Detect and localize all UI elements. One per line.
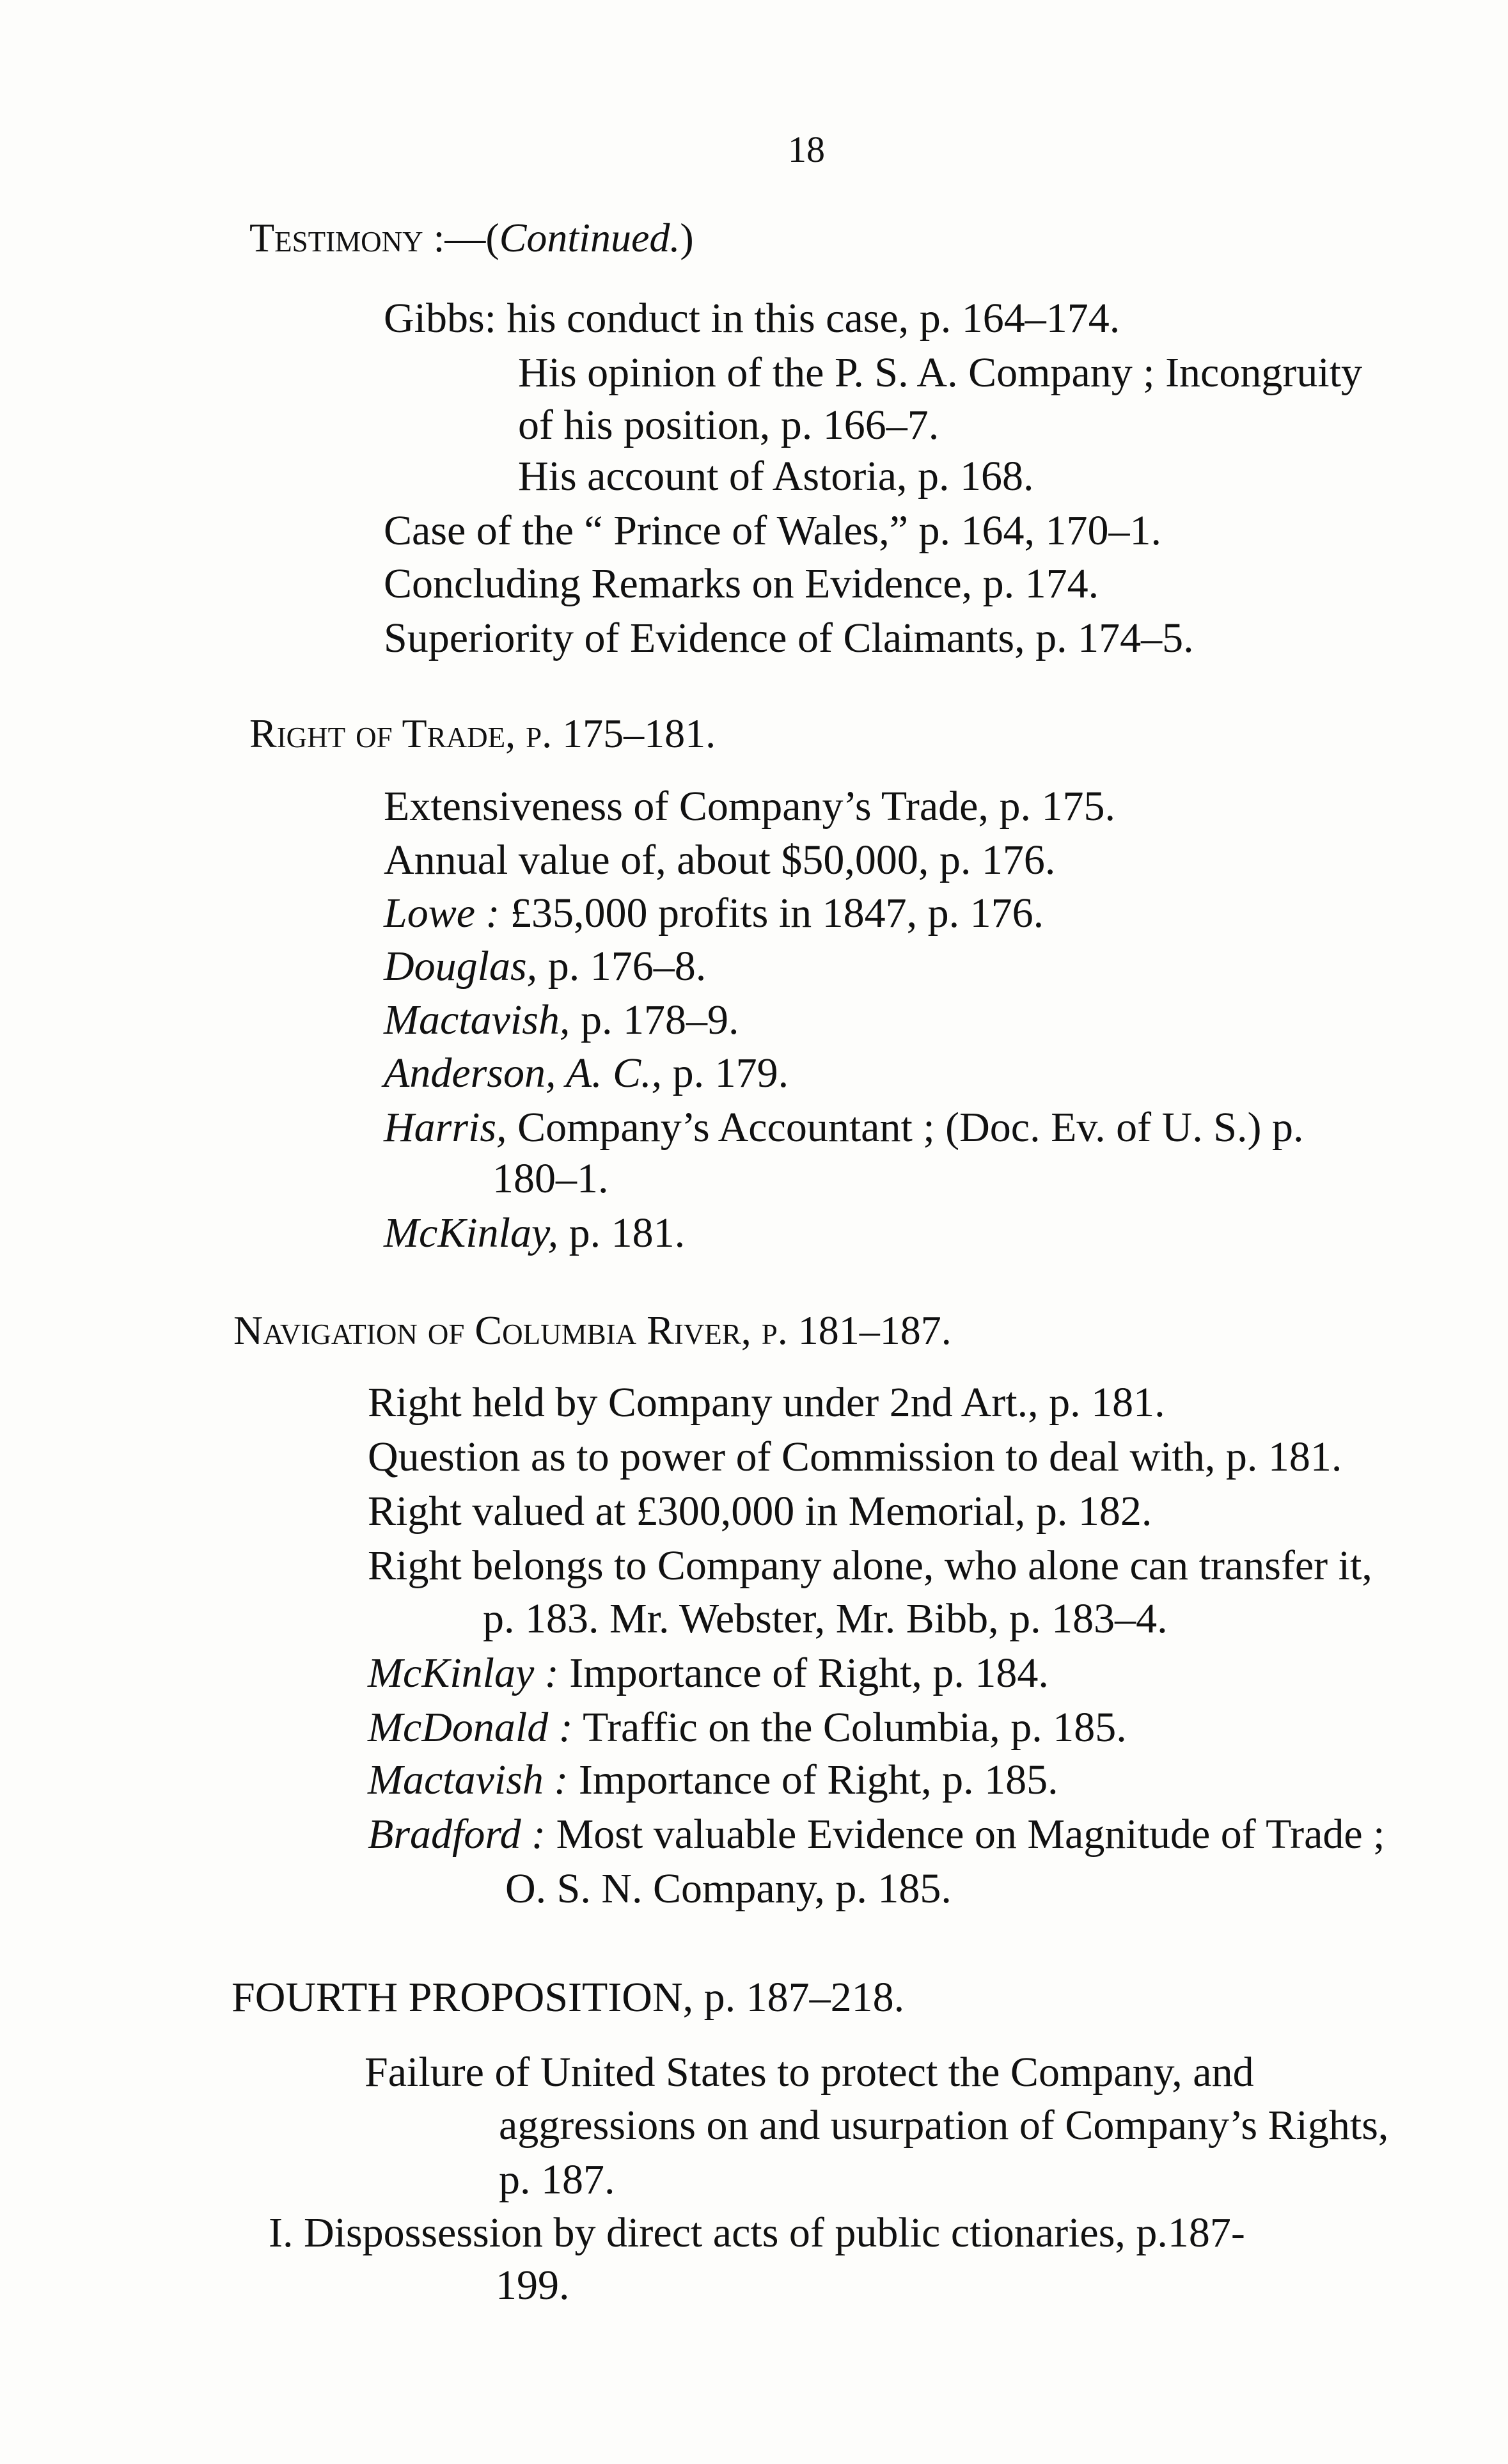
entry-line: [505, 1865, 952, 1912]
entry-line: Failure of United States to protect the Company, and: [365, 2049, 1254, 2096]
entry-text: p. 183. Mr. Webster, Mr. Bibb, p. 183–4.: [483, 1595, 1168, 1642]
section-heading-testimony: [249, 217, 694, 258]
entry-text: Right belongs to Company alone, who alone can transfer it,: [368, 1542, 1372, 1589]
entry-line: [368, 1490, 1152, 1533]
entry-line: [384, 1212, 685, 1254]
entry-line: Superiority of Evidence of Claimants, p. 174–5.: [384, 615, 1194, 661]
entry-speaker: McKinlay,: [384, 1210, 559, 1256]
entry-text: O. S. N. Company, p. 185.: [505, 1865, 952, 1912]
entry-text: Importance of Right, p. 185.: [568, 1757, 1058, 1803]
entry-text: p. 176–8.: [537, 943, 707, 990]
entry-line: [384, 839, 1055, 881]
entry-text: Most valuable Evidence on Magnitude of Trade ;: [546, 1811, 1385, 1858]
testimony-heading-close: ): [680, 215, 694, 260]
entry-text: Question as to power of Commission to deal with, p. 181.: [368, 1433, 1342, 1480]
page-number: 18: [788, 129, 825, 170]
entry-line: [368, 1813, 1385, 1856]
entry-speaker: McDonald :: [368, 1704, 573, 1751]
entry-text: Extensiveness of Company’s Trade, p. 175.: [384, 783, 1115, 830]
entry-line: [384, 783, 1115, 830]
entry-line: [492, 1155, 609, 1202]
section-heading-navigation: Navigation of Columbia River, p. 181–187.: [233, 1307, 952, 1353]
entry-speaker: Lowe :: [384, 890, 500, 936]
entry-text: p. 179.: [662, 1050, 789, 1096]
entry-line: 199.: [496, 2262, 570, 2309]
entry-line: His opinion of the P. S. A. Company ; Incongruity: [518, 349, 1362, 396]
section-heading-right-of-trade: Right of Trade, p. 175–181.: [249, 711, 716, 756]
entry-text: Right held by Company under 2nd Art., p. 181.: [368, 1379, 1165, 1426]
entry-line: Concluding Remarks on Evidence, p. 174.: [384, 560, 1099, 607]
section-heading-fourth-proposition: FOURTH PROPOSITION, p. 187–218.: [232, 1974, 905, 2021]
entry-line: [384, 945, 706, 988]
entry-speaker: Bradford :: [368, 1811, 546, 1858]
entry-text: p. 181.: [558, 1210, 686, 1256]
entry-line: His account of Astoria, p. 168.: [518, 453, 1034, 500]
entry-text: 180–1.: [492, 1155, 609, 1202]
entry-text: Annual value of, about $50,000, p. 176.: [384, 837, 1056, 883]
entry-line: [368, 1379, 1165, 1426]
testimony-heading-text: Testimony :—(: [249, 215, 499, 260]
entry-line: Gibbs: his conduct in this case, p. 164–174.: [384, 295, 1120, 342]
entry-line: [368, 1704, 1127, 1751]
entry-line: [384, 892, 1044, 935]
entry-speaker: McKinlay :: [368, 1650, 559, 1696]
entry-line: [384, 1104, 1304, 1151]
testimony-heading-continued: Continued.: [499, 215, 680, 260]
entry-text: £35,000 profits in 1847, p. 176.: [499, 890, 1044, 936]
entry-line: [384, 1052, 789, 1094]
entry-line: [483, 1595, 1168, 1642]
entry-line: p. 187.: [499, 2156, 615, 2203]
entry-text: Right valued at £300,000 in Memorial, p. 182.: [368, 1488, 1152, 1535]
entry-speaker: Mactavish :: [368, 1757, 569, 1803]
entry-line: Case of the “ Prince of Wales,” p. 164, 170–1.: [384, 507, 1162, 554]
entry-speaker: Harris,: [384, 1104, 507, 1151]
entry-text: Company’s Accountant ; (Doc. Ev. of U. S.) p.: [507, 1104, 1304, 1151]
entry-line: [368, 1759, 1058, 1801]
entry-line: I. Dispossession by direct acts of public ctionaries, p.187-: [269, 2209, 1245, 2256]
entry-line: [368, 1433, 1342, 1480]
entry-line: [384, 999, 739, 1041]
entry-text: Importance of Right, p. 184.: [558, 1650, 1049, 1696]
entry-speaker: Douglas,: [384, 943, 538, 990]
entry-line: of his position, p. 166–7.: [518, 402, 939, 448]
entry-text: p. 178–9.: [570, 997, 739, 1043]
entry-speaker: Mactavish,: [384, 997, 570, 1043]
entry-line: [368, 1542, 1372, 1589]
entry-text: Traffic on the Columbia, p. 185.: [572, 1704, 1127, 1751]
entry-line: [368, 1652, 1049, 1694]
entry-speaker: Anderson, A. C.,: [384, 1050, 663, 1096]
entry-line: aggressions on and usurpation of Company’s Rights,: [499, 2102, 1389, 2149]
